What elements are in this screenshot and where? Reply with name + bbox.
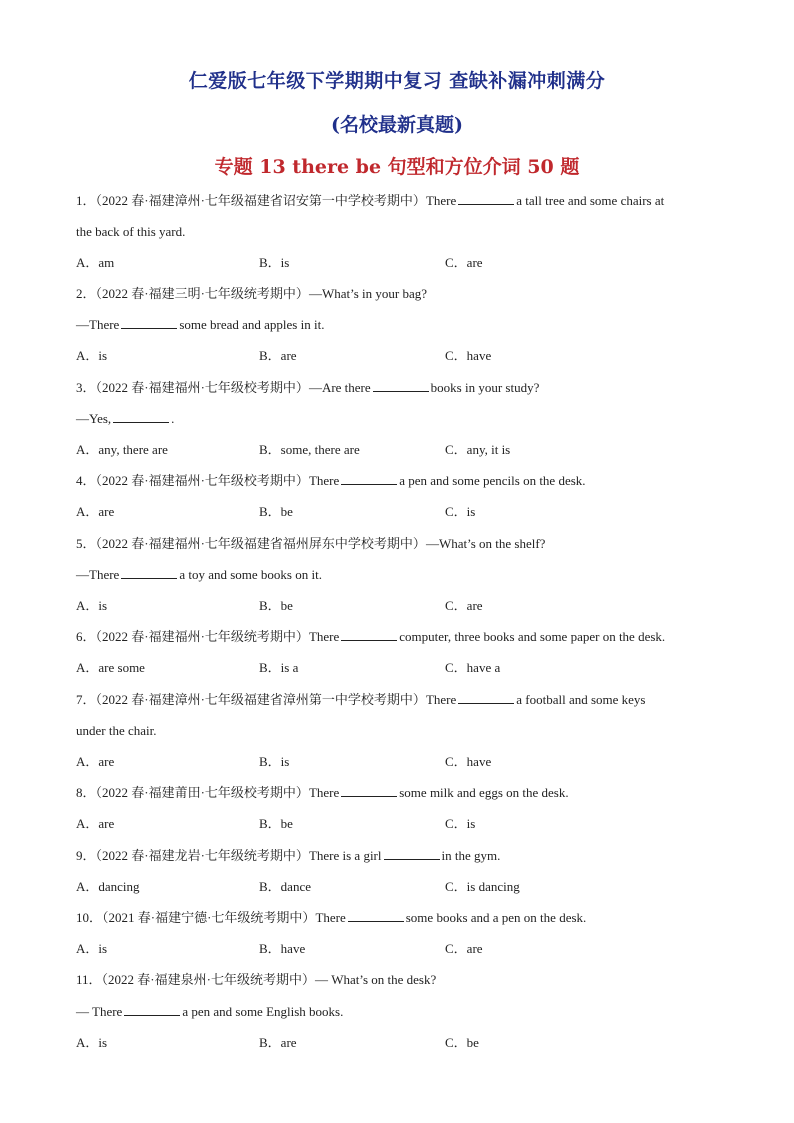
document-title: 仁爱版七年级下学期期中复习 查缺补漏冲刺满分 bbox=[188, 70, 606, 92]
question-text: a tall tree and some chairs at bbox=[516, 193, 665, 208]
option-a[interactable]: A．am bbox=[76, 255, 115, 270]
option-c[interactable]: C．be bbox=[445, 1035, 479, 1050]
question-source: （2022 春·福建漳州·七年级福建省漳州第一中学校考期中） bbox=[95, 692, 426, 707]
question-source: （2022 春·福建漳州·七年级福建省诏安第一中学校考期中） bbox=[95, 193, 426, 208]
question-source: （2022 春·福建福州·七年级福建省福州屏东中学校考期中） bbox=[95, 536, 426, 551]
answer-blank bbox=[348, 908, 404, 922]
option-c[interactable]: C．have bbox=[445, 348, 492, 363]
question-number: 2． bbox=[76, 286, 96, 301]
option-b[interactable]: B．be bbox=[259, 504, 293, 519]
option-b[interactable]: B．is a bbox=[259, 660, 299, 675]
question-2-continuation bbox=[76, 315, 726, 335]
option-b[interactable]: B．dance bbox=[259, 879, 311, 894]
question-source: （2022 春·福建莆田·七年级校考期中） bbox=[95, 785, 309, 800]
option-a[interactable]: A．is bbox=[76, 941, 108, 956]
question-text: —Are there bbox=[308, 380, 371, 395]
option-b[interactable]: B．be bbox=[259, 598, 293, 613]
question-number: 1． bbox=[76, 193, 96, 208]
question-1 bbox=[76, 191, 726, 211]
question-text: in the gym. bbox=[441, 848, 501, 863]
option-a[interactable]: A．are bbox=[76, 504, 115, 519]
document-subtitle: (名校最新真题) bbox=[331, 114, 463, 136]
question-text: a pen and some English books. bbox=[182, 1004, 344, 1019]
question-2 bbox=[76, 284, 726, 304]
question-10 bbox=[76, 908, 726, 928]
question-1-continuation: the back of this yard. bbox=[76, 224, 186, 239]
option-c[interactable]: C．is dancing bbox=[445, 879, 520, 894]
option-b[interactable]: B．are bbox=[259, 348, 297, 363]
question-text: There is a girl bbox=[308, 848, 382, 863]
question-number: 9． bbox=[76, 848, 96, 863]
question-text: some milk and eggs on the desk. bbox=[399, 785, 569, 800]
answer-blank bbox=[341, 471, 397, 485]
answer-blank bbox=[113, 409, 169, 423]
answer-blank bbox=[341, 627, 397, 641]
question-8 bbox=[76, 783, 726, 803]
answer-blank bbox=[384, 846, 440, 860]
question-text: There bbox=[425, 193, 457, 208]
answer-blank bbox=[458, 191, 514, 205]
option-c[interactable]: C．are bbox=[445, 941, 483, 956]
question-number: 4． bbox=[76, 473, 96, 488]
question-text: a pen and some pencils on the desk. bbox=[399, 473, 586, 488]
question-source: （2022 春·福建福州·七年级校考期中） bbox=[95, 473, 309, 488]
option-b[interactable]: B．are bbox=[259, 1035, 297, 1050]
question-text: a football and some keys bbox=[516, 692, 646, 707]
question-text: — What’s on the desk? bbox=[314, 972, 437, 987]
question-text: some bread and apples in it. bbox=[179, 317, 325, 332]
question-number: 11． bbox=[76, 972, 102, 987]
answer-blank bbox=[341, 783, 397, 797]
question-text: There bbox=[308, 473, 340, 488]
question-5 bbox=[76, 534, 726, 554]
question-number: 8． bbox=[76, 785, 96, 800]
question-number: 3． bbox=[76, 380, 96, 395]
question-source: （2022 春·福建福州·七年级校考期中） bbox=[95, 380, 309, 395]
question-text: There bbox=[425, 692, 457, 707]
answer-blank bbox=[121, 565, 177, 579]
option-b[interactable]: B．some, there are bbox=[259, 442, 360, 457]
question-9 bbox=[76, 846, 726, 866]
question-number: 7． bbox=[76, 692, 96, 707]
option-c[interactable]: C．are bbox=[445, 255, 483, 270]
option-a[interactable]: A．any, there are bbox=[76, 442, 168, 457]
question-text: There bbox=[308, 629, 340, 644]
question-number: 5． bbox=[76, 536, 96, 551]
question-text: computer, three books and some paper on the desk. bbox=[399, 629, 666, 644]
option-b[interactable]: B．be bbox=[259, 816, 293, 831]
option-c[interactable]: C．have a bbox=[445, 660, 501, 675]
option-b[interactable]: B．is bbox=[259, 255, 290, 270]
question-text: books in your study? bbox=[430, 380, 540, 395]
question-6 bbox=[76, 627, 726, 647]
option-c[interactable]: C．any, it is bbox=[445, 442, 511, 457]
option-a[interactable]: A．dancing bbox=[76, 879, 140, 894]
question-source: （2022 春·福建泉州·七年级统考期中） bbox=[101, 972, 315, 987]
answer-blank bbox=[124, 1002, 180, 1016]
answer-blank bbox=[373, 378, 429, 392]
option-c[interactable]: C．is bbox=[445, 504, 476, 519]
question-text: — There bbox=[76, 1004, 123, 1019]
option-a[interactable]: A．is bbox=[76, 348, 108, 363]
option-a[interactable]: A．are some bbox=[76, 660, 145, 675]
question-text: —What’s on the shelf? bbox=[425, 536, 546, 551]
question-text: —What’s in your bag? bbox=[308, 286, 427, 301]
question-source: （2022 春·福建福州·七年级统考期中） bbox=[95, 629, 309, 644]
question-5-continuation bbox=[76, 565, 726, 585]
option-c[interactable]: C．are bbox=[445, 598, 483, 613]
question-text: There bbox=[308, 785, 340, 800]
question-text: —Yes, bbox=[76, 411, 112, 426]
question-text: a toy and some books on it. bbox=[179, 567, 322, 582]
question-source: （2021 春·福建宁德·七年级统考期中） bbox=[102, 910, 316, 925]
question-text: There bbox=[315, 910, 346, 925]
answer-blank bbox=[458, 690, 514, 704]
question-3 bbox=[76, 378, 726, 398]
question-3-continuation bbox=[76, 409, 726, 429]
option-a[interactable]: A．are bbox=[76, 816, 115, 831]
option-b[interactable]: B．have bbox=[259, 941, 306, 956]
question-number: 10． bbox=[76, 910, 103, 925]
question-text: . bbox=[171, 411, 175, 426]
question-text: —There bbox=[76, 317, 120, 332]
question-4 bbox=[76, 471, 726, 491]
option-c[interactable]: C．is bbox=[445, 816, 476, 831]
question-11-continuation bbox=[76, 1002, 726, 1022]
option-b[interactable]: B．is bbox=[259, 754, 290, 769]
answer-blank bbox=[121, 315, 177, 329]
option-a[interactable]: A．is bbox=[76, 1035, 108, 1050]
question-source: （2022 春·福建龙岩·七年级统考期中） bbox=[95, 848, 309, 863]
option-a[interactable]: A．is bbox=[76, 598, 108, 613]
question-7 bbox=[76, 690, 726, 710]
option-c[interactable]: C．have bbox=[445, 754, 492, 769]
question-text: some books and a pen on the desk. bbox=[405, 910, 587, 925]
question-source: （2022 春·福建三明·七年级统考期中） bbox=[95, 286, 309, 301]
question-7-continuation: under the chair. bbox=[76, 723, 157, 738]
question-text: —There bbox=[76, 567, 120, 582]
question-11 bbox=[76, 970, 726, 990]
option-a[interactable]: A．are bbox=[76, 754, 115, 769]
topic-title: 专题 13 there be 句型和方位介词 50 题 bbox=[214, 156, 580, 178]
question-number: 6． bbox=[76, 629, 96, 644]
